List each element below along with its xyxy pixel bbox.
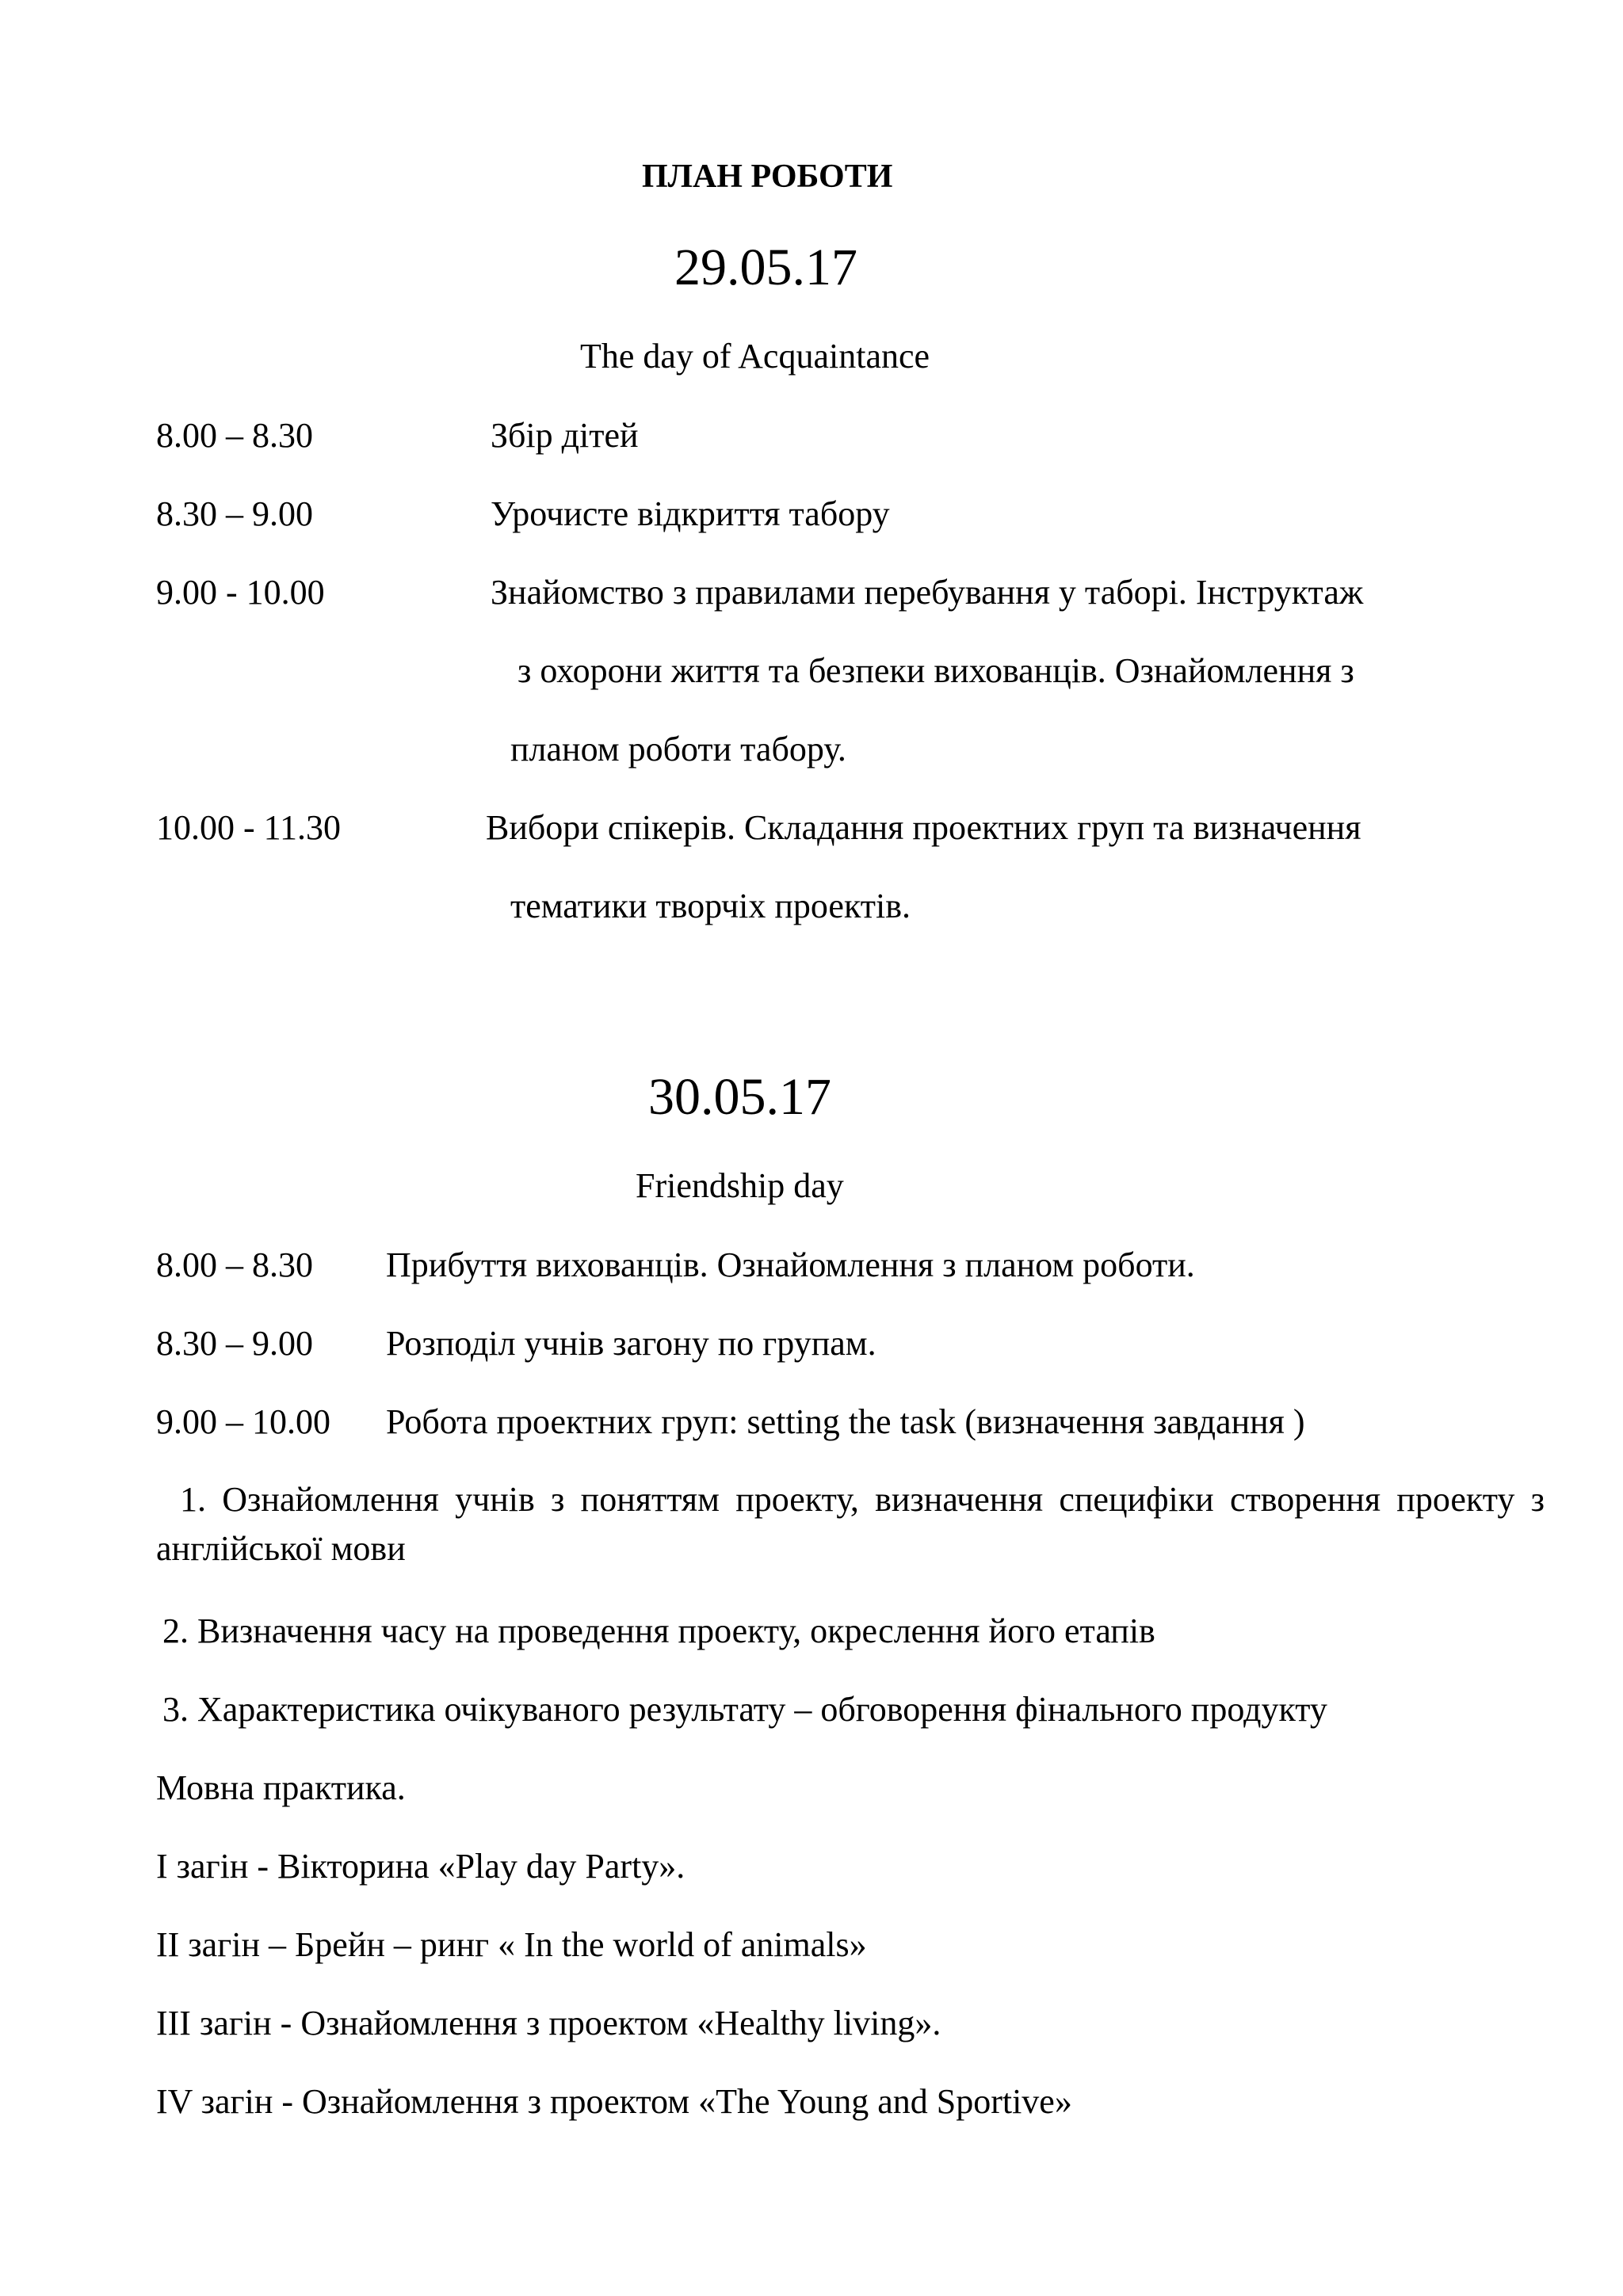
- day1-row-2-activity: Урочисте відкриття табору: [491, 494, 890, 533]
- group-1-activity: І загін - Вікторина «Play day Party».: [156, 1847, 685, 1886]
- group-2-activity: ІІ загін – Брейн – ринг « In the world of animals»: [156, 1925, 867, 1964]
- day1-row-1-time: 8.00 – 8.30: [156, 416, 313, 455]
- day1-row-3-activity-line-3: планом роботи табору.: [510, 730, 846, 769]
- day1-row-2-time: 8.30 – 9.00: [156, 494, 313, 533]
- day1-row-4-activity-line-1: Вибори спікерів. Складання проектних груп та визначення: [486, 808, 1361, 847]
- document-title: ПЛАН РОБОТИ: [642, 158, 893, 195]
- day2-date: 30.05.17: [648, 1068, 831, 1126]
- day2-row-3-activity: Робота проектних груп: setting the task (визначення завдання ): [386, 1402, 1305, 1441]
- day1-date: 29.05.17: [674, 238, 857, 296]
- day2-row-1-activity: Прибуття вихованців. Ознайомлення з планом роботи.: [386, 1245, 1195, 1284]
- group-3-activity: ІІІ загін - Ознайомлення з проектом «Healthy living».: [156, 2004, 941, 2042]
- day1-theme: The day of Acquaintance: [580, 337, 930, 376]
- day2-row-2-activity: Розподіл учнів загону по групам.: [386, 1324, 876, 1363]
- day2-step-3: 3. Характеристика очікуваного результату – обговорення фінального продукту: [162, 1690, 1327, 1729]
- day2-row-2-time: 8.30 – 9.00: [156, 1324, 313, 1363]
- language-practice-heading: Мовна практика.: [156, 1768, 406, 1807]
- day2-step-1: 1. Ознайомлення учнів з поняттям проекту, визначення специфіки створення проекту з англійської мови: [156, 1480, 1545, 1568]
- day1-row-3-activity-line-1: Знайомство з правилами перебування у таборі. Інструктаж: [491, 573, 1364, 612]
- day1-row-1-activity: Збір дітей: [491, 416, 639, 455]
- day2-theme: Friendship day: [636, 1166, 844, 1205]
- day1-row-3-time: 9.00 - 10.00: [156, 573, 325, 612]
- day2-row-1-time: 8.00 – 8.30: [156, 1245, 313, 1284]
- day1-row-4-activity-line-2: тематики творчіх проектів.: [510, 887, 911, 925]
- day2-step-2: 2. Визначення часу на проведення проекту, окреслення його етапів: [162, 1611, 1155, 1650]
- day2-row-3-time: 9.00 – 10.00: [156, 1402, 330, 1441]
- group-4-activity: ІV загін - Ознайомлення з проектом «The Young and Sportive»: [156, 2082, 1072, 2121]
- day1-row-3-activity-line-2: з охорони життя та безпеки вихованців. Ознайомлення з: [517, 651, 1354, 690]
- day1-row-4-time: 10.00 - 11.30: [156, 808, 342, 847]
